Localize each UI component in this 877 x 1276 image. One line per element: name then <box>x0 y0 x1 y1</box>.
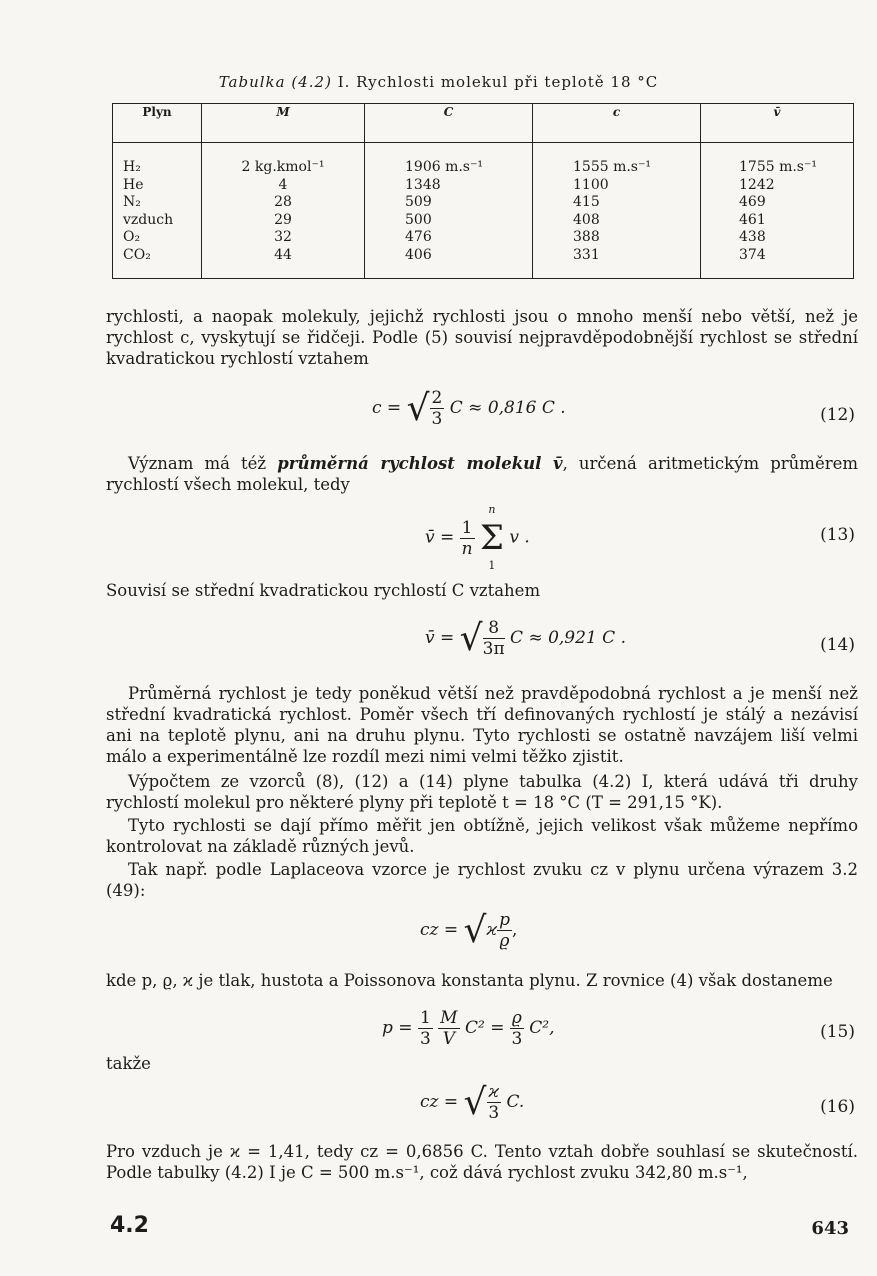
sqrt-sign: √ <box>406 388 430 429</box>
page-number: 643 <box>811 1218 849 1239</box>
paragraph: Výpočtem ze vzorců (8), (12) a (14) plyne tabulka (4.2) I, která udává tři druhy rychlostí molekul pro některé plyny při teplotě t = 18 °C (T = 291,15 °K). <box>106 772 858 812</box>
sqrt-sign: √ <box>459 618 483 659</box>
equation-15: p = $\frac{1}{3}$ $\frac{M}{V}$ C² = $\frac{ϱ}{3}$ C², <box>382 1008 555 1049</box>
sqrt-sign: √ <box>463 1082 487 1123</box>
sqrt-sign: √ <box>463 910 487 951</box>
equation-12: c = √ $\frac{2}{3}$ C ≈ 0,816 C . <box>372 388 566 429</box>
paragraph: takže <box>106 1054 151 1073</box>
paragraph: Tyto rychlosti se dají přímo měřit jen obtížně, jejich velikost však můžeme nepřímo kontrolovat na základě různých jevů. <box>106 816 858 856</box>
molar-mass-column: 2 kg.kmol⁻¹ 4 28 29 32 44 <box>202 143 365 279</box>
equation-number: (15) <box>820 1022 855 1042</box>
equation-14: v̄ = √ $\frac{8}{3\pi}$ C ≈ 0,921 C . <box>425 618 626 659</box>
paragraph: rychlosti, a naopak molekuly, jejichž rychlosti jsou o mnoho menší nebo větší, než je rychlost c, vyskytují se řidčeji. Podle (5) souvisí nejpravděpodobnější rychlost se střední kvadratickou rychlostí vztahem <box>106 307 858 368</box>
equation-laplace: cz = √ϰ $\frac{p}{ϱ}$ , <box>420 910 518 951</box>
paragraph: Tak např. podle Laplaceova vzorce je rychlost zvuku cz v plynu určena výrazem 3.2 (49): <box>106 860 858 900</box>
header-v: v̄ <box>701 104 854 143</box>
equation-number: (12) <box>820 405 855 425</box>
equation-16: cz = √ $\frac{ϰ}{3}$ C. <box>420 1082 525 1123</box>
table-header-row <box>113 104 854 143</box>
equation-number: (14) <box>820 635 855 655</box>
header-M: M <box>202 104 365 143</box>
rms-velocity-column: 1906 m.s⁻¹ 1348 509 500 476 406 <box>365 143 533 279</box>
paragraph: kde p, ϱ, ϰ je tlak, hustota a Poissonova konstanta plynu. Z rovnice (4) však dostaneme <box>106 971 833 990</box>
header-c: c <box>533 104 701 143</box>
paragraph: Souvisí se střední kvadratickou rychlostí C vztahem <box>106 581 541 600</box>
table-row <box>113 143 854 279</box>
header-C: C <box>365 104 533 143</box>
mean-velocity-column: 1755 m.s⁻¹ 1242 469 461 438 374 <box>701 143 854 279</box>
gas-column: H₂ He N₂ vzduch O₂ CO₂ <box>123 159 174 263</box>
header-gas: Plyn <box>113 104 202 143</box>
paragraph: Průměrná rychlost je tedy poněkud větší než pravděpodobná rychlost a je menší než střední kvadratická rychlost. Poměr všech tří definovaných rychlostí je stálý a nezávisí ani na teplotě plynu, ani na druhu plynu. Tyto rychlosti se ostatně navzájem liší velmi málo a experimentálně lze rozdíl mezi nimi velmi těžko zjistit. <box>106 684 858 766</box>
section-number: 4.2 <box>110 1213 149 1238</box>
equation-number: (13) <box>820 525 855 545</box>
probable-velocity-column: 1555 m.s⁻¹ 1100 415 408 388 331 <box>533 143 701 279</box>
velocity-table <box>112 103 854 279</box>
paragraph: Pro vzduch je ϰ = 1,41, tedy cz = 0,6856 C. Tento vztah dobře souhlasí se skutečností. Podle tabulky (4.2) I je C = 500 m.s⁻¹, což dává rychlost zvuku 342,80 m.s⁻¹, <box>106 1142 858 1182</box>
equation-number: (16) <box>820 1097 855 1117</box>
table-caption: Tabulka (4.2) I. Rychlosti molekul při teplotě 18 °C <box>218 73 659 91</box>
paragraph: Význam má též průměrná rychlost molekul v̄, určená aritmetickým průměrem rychlostí všech molekul, tedy <box>106 454 859 494</box>
equation-13: v̄ = $\frac{1}{n}$ n Σ 1 v . <box>425 503 530 572</box>
